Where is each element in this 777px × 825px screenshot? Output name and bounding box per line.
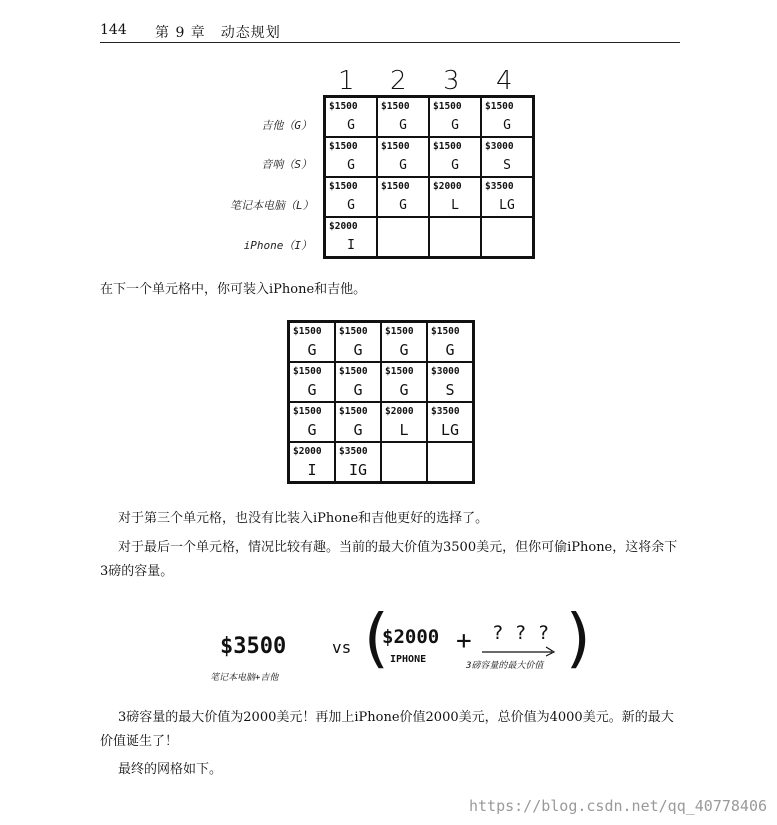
grid-cell: $1500 G (289, 322, 335, 362)
column-number: 1 (338, 66, 355, 96)
page-number: 144 (100, 22, 127, 38)
plus-sign: + (456, 626, 472, 656)
paragraph: 在下一个单元格中，你可装入iPhone和吉他。 (100, 282, 367, 297)
grid-cell: $2000 I (325, 217, 377, 257)
watermark: https://blog.csdn.net/qq_40778406 (468, 797, 767, 815)
grid-cell: $1500 G (381, 362, 427, 402)
grid-cell: $1500 G (289, 362, 335, 402)
grid-cell-empty (381, 442, 427, 482)
iphone-caption: IPHONE (390, 654, 427, 665)
paragraph: 对于最后一个单元格，情况比较有趣。当前的最大价值为3500美元，但你可偷iPhone，这将余下3磅的容量。 (100, 540, 678, 579)
grid-cell: $1500 G (427, 322, 473, 362)
grid-cell: $2000 L (381, 402, 427, 442)
dp-grid-updated (287, 320, 475, 484)
dp-grid (323, 95, 535, 259)
row-label-laptop: 笔记本电脑（L） (230, 199, 314, 212)
grid-cell: $1500 G (377, 177, 429, 217)
vs-label: vs (332, 638, 352, 657)
comparison-formula (210, 602, 599, 688)
row-label-guitar: 吉他（G） (261, 119, 312, 132)
grid-cell: $1500 G (335, 402, 381, 442)
grid-cell: $1500 G (325, 97, 377, 137)
page-header (100, 22, 680, 43)
grid-cell: $3000 S (481, 137, 533, 177)
grid-cell: $3000 S (427, 362, 473, 402)
grid-cell: $3500 LG (427, 402, 473, 442)
grid-cell: $1500 G (325, 177, 377, 217)
unknown-value: ? ? ? (492, 622, 550, 644)
chapter-title: 第 9 章 动态规划 (155, 25, 281, 41)
grid-cell-empty (427, 442, 473, 482)
grid-cell-empty (481, 217, 533, 257)
laptop-guitar-caption: 笔记本电脑+吉他 (210, 673, 279, 683)
column-number: 4 (496, 66, 513, 96)
paragraph: 最终的网格如下。 (118, 762, 223, 777)
grid-cell: $1500 G (429, 97, 481, 137)
laptop-guitar-value: $3500 (220, 634, 287, 659)
grid-cell: $3500 LG (481, 177, 533, 217)
grid-cell: $1500 G (289, 402, 335, 442)
grid-cell-empty (377, 217, 429, 257)
grid-cell: $1500 G (335, 362, 381, 402)
paragraph: 对于第三个单元格，也没有比装入iPhone和吉他更好的选择了。 (118, 511, 489, 526)
grid-cell: $1500 G (481, 97, 533, 137)
grid-cell: $1500 G (381, 322, 427, 362)
grid-cell: $1500 G (429, 137, 481, 177)
grid-cell: $1500 G (377, 97, 429, 137)
column-number: 2 (390, 66, 407, 96)
grid-cell: $1500 G (377, 137, 429, 177)
open-paren: ( (356, 602, 395, 676)
paragraph: 3磅容量的最大价值为2000美元！再加上iPhone价值2000美元，总价值为4000美元。新的最大价值诞生了！ (100, 710, 674, 749)
grid-cell: $3500 IG (335, 442, 381, 482)
grid-cell: $2000 I (289, 442, 335, 482)
grid-cell: $1500 G (335, 322, 381, 362)
row-label-stereo: 音响（S） (261, 158, 312, 171)
grid-cell: $1500 G (325, 137, 377, 177)
close-paren: ) (560, 602, 599, 676)
unknown-caption: 3磅容量的最大价值 (466, 661, 544, 671)
grid-cell: $2000 L (429, 177, 481, 217)
column-number: 3 (443, 66, 460, 96)
iphone-value: $2000 (382, 626, 440, 648)
grid-cell-empty (429, 217, 481, 257)
row-label-iphone: iPhone（I） (243, 239, 312, 252)
grid-figure-1 (230, 60, 540, 270)
arrow-icon (480, 644, 560, 658)
